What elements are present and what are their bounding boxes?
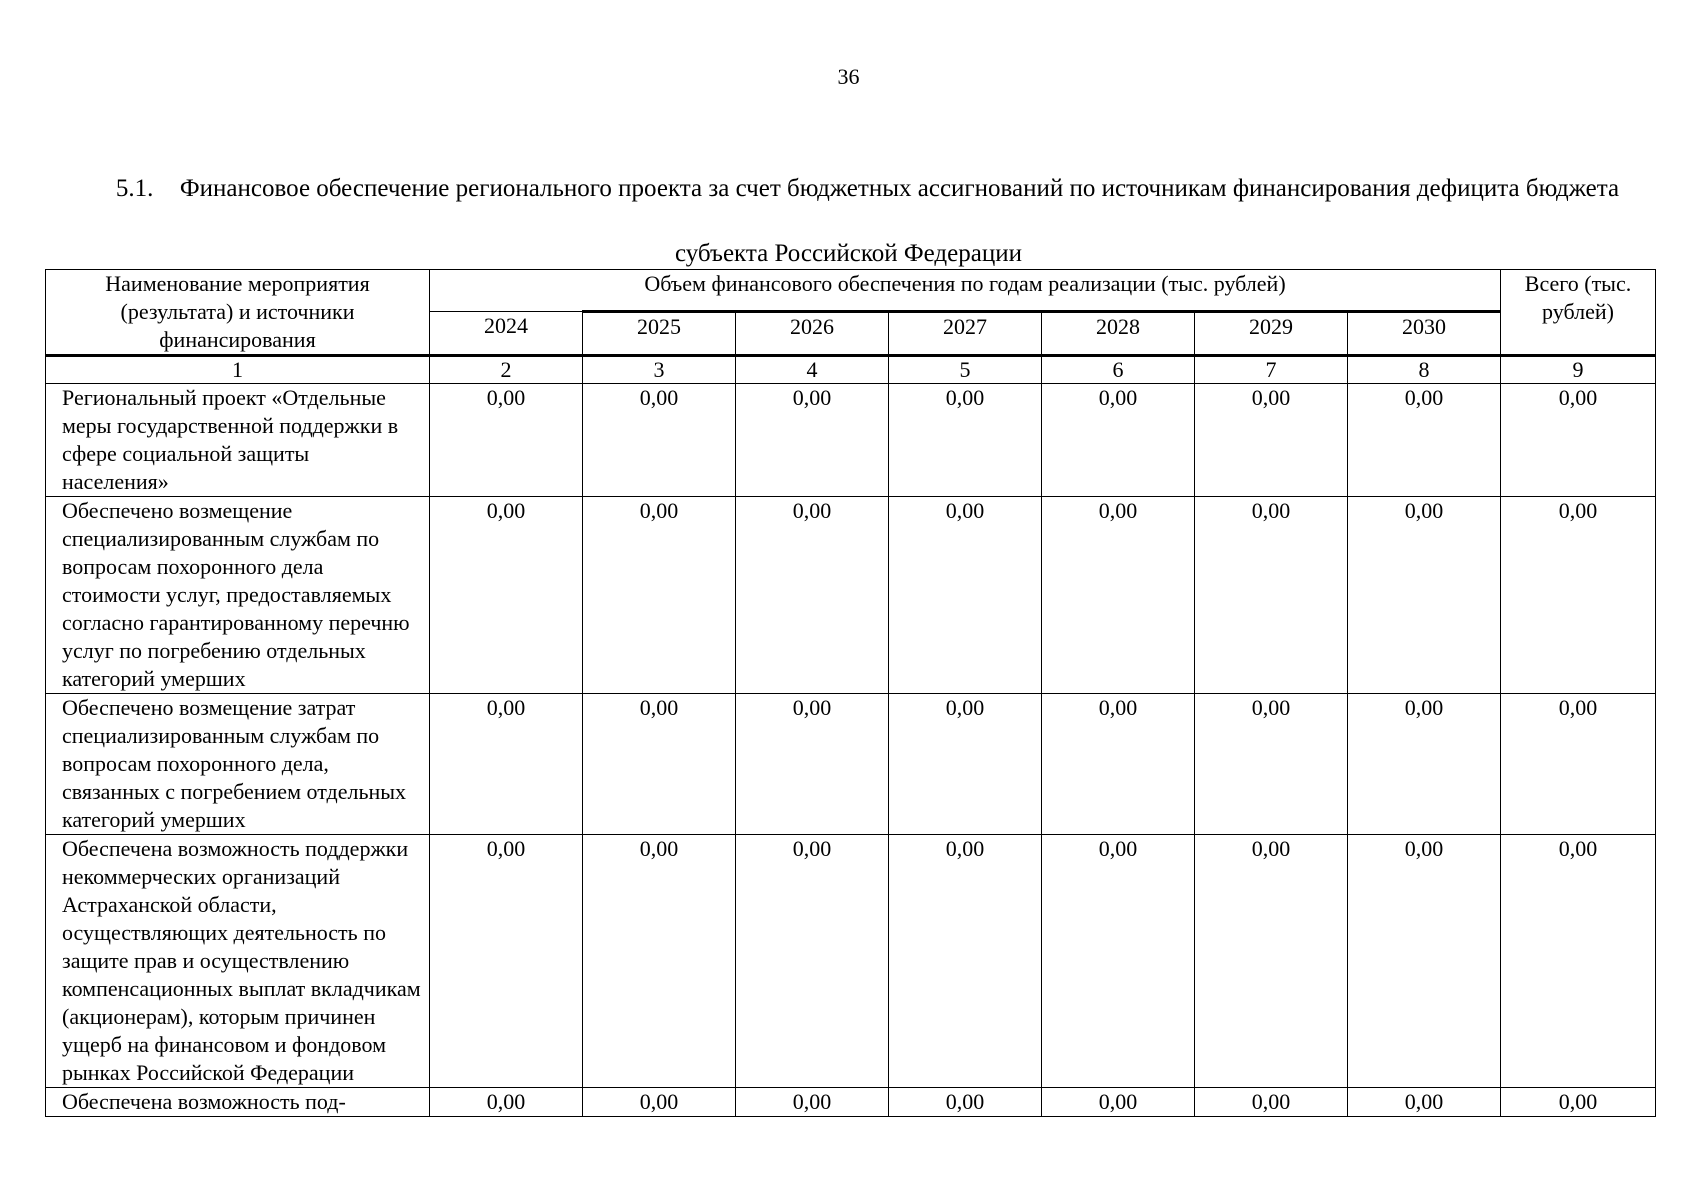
section-number: 5.1.	[115, 175, 154, 202]
row-total: 0,00	[1501, 384, 1656, 497]
row-value: 0,00	[889, 1088, 1042, 1117]
row-value: 0,00	[1042, 694, 1195, 835]
header-year: 2029	[1195, 312, 1348, 356]
header-year: 2030	[1348, 312, 1501, 356]
row-value: 0,00	[583, 1088, 736, 1117]
column-number: 2	[430, 356, 583, 384]
table-row	[46, 384, 1656, 497]
row-value: 0,00	[736, 694, 889, 835]
header-total-column: Всего (тыс. рублей)	[1501, 270, 1656, 356]
row-value: 0,00	[1042, 384, 1195, 497]
section-title: Финансовое обеспечение регионального проекта за счет бюджетных ассигнований по источникам финансирования дефицита бюджета	[179, 175, 1620, 202]
row-value: 0,00	[1348, 694, 1501, 835]
row-name: Обеспечена возможность под-	[46, 1088, 430, 1117]
row-value: 0,00	[889, 497, 1042, 694]
header-volume-group: Объем финансового обеспечения по годам реализации (тыс. рублей)	[430, 270, 1501, 312]
header-year: 2025	[583, 312, 736, 356]
row-value: 0,00	[430, 497, 583, 694]
row-value: 0,00	[889, 835, 1042, 1088]
row-name: Обеспечено возмещение затрат специализированным службам по вопросам похоронного дела, связанных с погребением отдельных категорий умерших	[46, 694, 430, 835]
column-number: 8	[1348, 356, 1501, 384]
row-value: 0,00	[1042, 1088, 1195, 1117]
row-value: 0,00	[736, 835, 889, 1088]
header-name-column: Наименование мероприятия (результата) и источники финансирования	[46, 270, 430, 356]
row-value: 0,00	[1042, 497, 1195, 694]
row-value: 0,00	[1195, 694, 1348, 835]
row-value: 0,00	[583, 835, 736, 1088]
row-value: 0,00	[736, 1088, 889, 1117]
column-number: 5	[889, 356, 1042, 384]
row-value: 0,00	[583, 497, 736, 694]
row-value: 0,00	[430, 1088, 583, 1117]
row-value: 0,00	[1348, 835, 1501, 1088]
header-row	[46, 270, 1656, 312]
section-heading	[90, 174, 1645, 203]
column-number-row	[46, 356, 1656, 384]
row-total: 0,00	[1501, 835, 1656, 1088]
row-value: 0,00	[889, 384, 1042, 497]
column-number: 1	[46, 356, 430, 384]
column-number: 3	[583, 356, 736, 384]
header-year: 2027	[889, 312, 1042, 356]
header-year: 2028	[1042, 312, 1195, 356]
section-subtitle: субъекта Российской Федерации	[675, 240, 1022, 267]
row-value: 0,00	[1195, 1088, 1348, 1117]
column-number: 4	[736, 356, 889, 384]
row-value: 0,00	[1195, 497, 1348, 694]
header-year: 2026	[736, 312, 889, 356]
table-row	[46, 835, 1656, 1088]
header-year: 2024	[430, 312, 583, 356]
row-value: 0,00	[1195, 384, 1348, 497]
row-name: Обеспечено возмещение специализированным службам по вопросам похоронного дела стоимости услуг, предоставляемых согласно гарантированному перечню услуг по погребению отдельных категорий умерших	[46, 497, 430, 694]
table-row	[46, 497, 1656, 694]
row-value: 0,00	[430, 835, 583, 1088]
row-name: Региональный проект «Отдельные меры государственной поддержки в сфере социальной защиты населения»	[46, 384, 430, 497]
row-value: 0,00	[1348, 1088, 1501, 1117]
row-value: 0,00	[430, 384, 583, 497]
row-value: 0,00	[736, 384, 889, 497]
row-total: 0,00	[1501, 497, 1656, 694]
row-value: 0,00	[889, 694, 1042, 835]
row-value: 0,00	[1195, 835, 1348, 1088]
column-number: 7	[1195, 356, 1348, 384]
row-total: 0,00	[1501, 694, 1656, 835]
row-value: 0,00	[736, 497, 889, 694]
column-number: 6	[1042, 356, 1195, 384]
table-row	[46, 1088, 1656, 1117]
table-row	[46, 694, 1656, 835]
row-value: 0,00	[430, 694, 583, 835]
row-value: 0,00	[1348, 497, 1501, 694]
row-value: 0,00	[583, 694, 736, 835]
row-value: 0,00	[1348, 384, 1501, 497]
row-total: 0,00	[1501, 1088, 1656, 1117]
column-number: 9	[1501, 356, 1656, 384]
financing-table	[45, 269, 1656, 1117]
row-value: 0,00	[583, 384, 736, 497]
row-name: Обеспечена возможность поддержки некоммерческих организаций Астраханской области, осуществляющих деятельность по защите прав и осуществлению компенсационных выплат вкладчикам (акционерам), которым причинен ущерб на финансовом и фондовом рынках Российской Федерации	[46, 835, 430, 1088]
row-value: 0,00	[1042, 835, 1195, 1088]
page-number: 36	[837, 64, 860, 89]
